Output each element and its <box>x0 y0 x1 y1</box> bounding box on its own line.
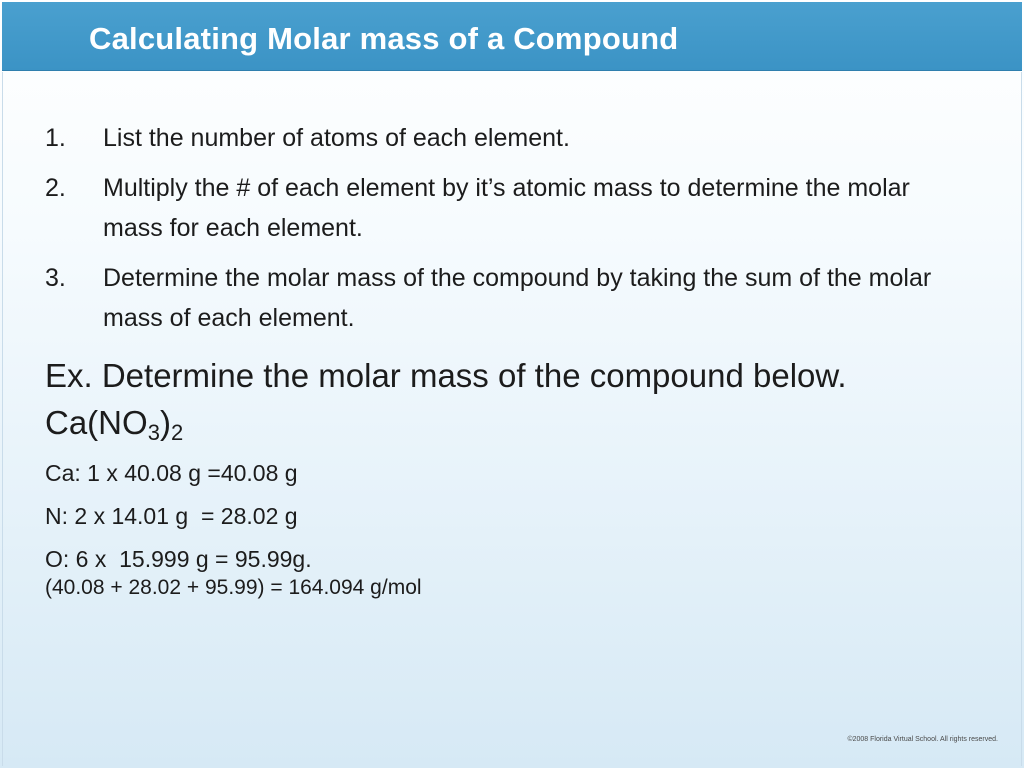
step-number: 1. <box>45 124 66 152</box>
copyright-notice: ©2008 Florida Virtual School. All rights reserved. <box>847 736 998 743</box>
calc-line-oxygen: O: 6 x 15.999 g = 95.99g. <box>45 546 312 572</box>
left-border-line <box>2 72 3 766</box>
example-text: Ex. Determine the molar mass of the compound below. Ca(NO <box>45 357 847 441</box>
slide-content <box>45 118 975 601</box>
step-text: Multiply the # of each element by it’s atomic mass to determine the molar mass for each element. <box>103 174 910 242</box>
close-paren: ) <box>159 404 171 441</box>
total-molar-mass: (40.08 + 28.02 + 95.99) = 164.094 g/mol <box>45 576 422 599</box>
example-prompt <box>45 352 975 446</box>
step-item <box>45 258 975 338</box>
right-border-line <box>1021 72 1022 766</box>
formula-subscript: 2 <box>170 420 184 445</box>
calc-line-calcium: Ca: 1 x 40.08 g =40.08 g <box>45 460 298 486</box>
step-text: List the number of atoms of each element. <box>103 124 570 152</box>
nitrate-subscript: 3 <box>147 420 160 445</box>
title-bar <box>2 2 1022 71</box>
calc-line-nitrogen: N: 2 x 14.01 g = 28.02 g <box>45 503 298 529</box>
step-text: Determine the molar mass of the compound by taking the sum of the molar mass of each element. <box>103 264 932 332</box>
step-number: 2. <box>45 174 66 202</box>
step-item <box>45 118 975 158</box>
step-item <box>45 168 975 248</box>
step-number: 3. <box>45 264 66 292</box>
slide-title: Calculating Molar mass of a Compound <box>89 21 679 56</box>
